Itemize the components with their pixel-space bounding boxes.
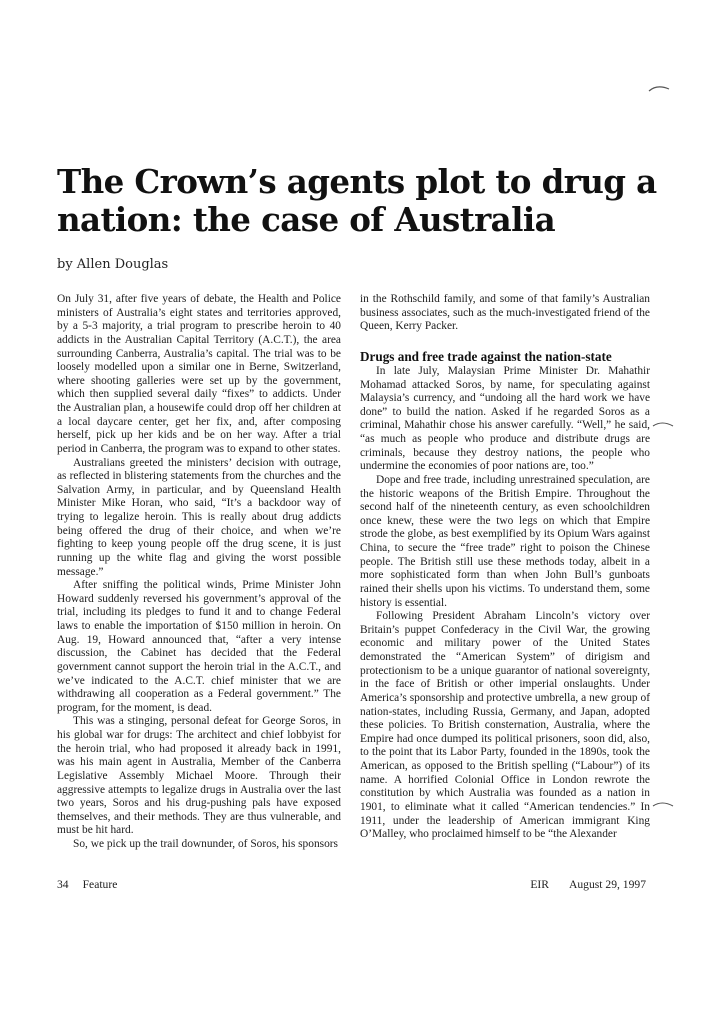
publication-name: EIR xyxy=(530,878,550,891)
footer-left xyxy=(57,878,117,891)
article-byline: by Allen Douglas xyxy=(57,257,169,272)
margin-mark-top xyxy=(648,84,670,92)
left-paragraph-1: On July 31, after five years of debate, the Health and Police ministers of Australia’s eight states and territories approved, by a 5-3 majority, a trial program to prescribe heroin to 40 addicts in the Australian Capital Territory (A.C.T.), the area surrounding Canberra, Australia’s capital. The trial was to be loosely modelled upon a similar one in Berne, Switzerland, where shooting galleries were set up by the government, which then supplied several daily “fixes” to addicts. Under the Australian plan, a housewife could drop off her children at a local daycare center, get her fix, and, after composing herself, pick up her kids and be on her way. After a trial period in Canberra, the program was to expand to other states. xyxy=(57,293,341,455)
left-paragraph-3: After sniffing the political winds, Prime Minister John Howard suddenly reversed his government’s approval of the trial, including its pledges to fund it and to change Federal laws to enable the importation of $150 million in heroin. On Aug. 19, Howard announced that, “after a very intense discussion, the Cabinet has decided that the Federal government cannot support the heroin trial in the A.C.T., and we’ve indicated to the A.C.T. chief minister that we are withdrawing all cooperation as a Federal government.” The program, for the moment, is dead. xyxy=(57,579,341,714)
article-title: The Crown’s agents plot to drug a nation: the case of Australia xyxy=(57,162,657,239)
section-label: Feature xyxy=(82,878,118,891)
margin-mark-lower xyxy=(652,800,674,808)
right-paragraph-1: In late July, Malaysian Prime Minister Dr. Mahathir Mohamad attacked Soros, by name, for speculating against Malaysia’s currency, and “undoing all the hard work we have done” to build the nation. Asked if he regarded Soros as a criminal, Mahathir chose his answer carefully. “Well,” he said, “as much as people who produce and distribute drugs are criminals, because they destroy nations, the people who undermine the economies of poor nations are, too.” xyxy=(360,364,650,473)
right-column xyxy=(360,293,650,842)
margin-mark-middle xyxy=(652,420,674,428)
left-column xyxy=(57,293,341,852)
left-paragraph-2: Australians greeted the ministers’ decision with outrage, as reflected in blistering statements from the churches and the Salvation Army, in particular, and by Queensland Health Minister Mike Horan, who said, “It’s a backdoor way of trying to legalize heroin. This is really about drug addicts being offered the drug of their choice, and when we’re fighting to keep young people off the drug scene, it is just running up the white flag and giving the worst possible message.” xyxy=(57,456,341,578)
right-paragraph-2: Dope and free trade, including unrestrained speculation, are the historic weapons of the British Empire. Throughout the second half of the nineteenth century, as even schoolchildren once knew, these were the two legs on which that Empire strode the globe, as best exemplified by its Opium Wars against China, to secure the “free trade” right to poison the Chinese people. The British still use these methods today, albeit in a more sophisticated form than when John Bull’s gunboats rained their shells upon his victims. To understand them, some history is essential. xyxy=(360,473,650,609)
left-paragraph-4: This was a stinging, personal defeat for George Soros, in his global war for drugs: The architect and chief lobbyist for the heroin trial, who had proposed it already back in 1991, was his main agent in Australia, Member of the Canberra Legislative Assembly Michael Moore. Through their aggressive attempts to legalize drugs in Australia over the last two years, Soros and his drug-pushing pals have exposed themselves, and their methods. They are thus vulnerable, and must be hit hard. xyxy=(57,715,341,837)
right-intro-paragraph: in the Rothschild family, and some of that family’s Australian business associates, such as the much-investigated friend of the Queen, Kerry Packer. xyxy=(360,293,650,333)
right-paragraph-3: Following President Abraham Lincoln’s victory over Britain’s puppet Confederacy in the Civil War, the growing economic and military power of the United States demonstrated the “American System” of dirigism and protectionism to be a unique guarantor of national sovereignty, in the face of British or other imperial onslaughts. Under America’s sponsorship and protective umbrella, a new group of nation-states, including Russia, Germany, and Japan, adopted these policies. To British consternation, Australia, where the Empire had once dumped its political prisoners, soon did, also, to the point that its Labor Party, founded in the 1890s, took the American, as opposed to the British spelling (“Labour”) of its name. A horrified Colonial Office in London rewrote the constitution by which Australia was founded as a nation in 1901, to eliminate what it called “American tendencies.” In 1911, under the leadership of American immigrant King O’Malley, who proclaimed himself to be “the Alexander xyxy=(360,610,650,841)
section-subhead: Drugs and free trade against the nation-state xyxy=(360,348,612,364)
issue-date: August 29, 1997 xyxy=(569,878,646,891)
footer-right xyxy=(530,878,646,891)
left-paragraph-5: So, we pick up the trail downunder, of Soros, his sponsors xyxy=(73,838,338,850)
page-number: 34 xyxy=(57,878,69,891)
